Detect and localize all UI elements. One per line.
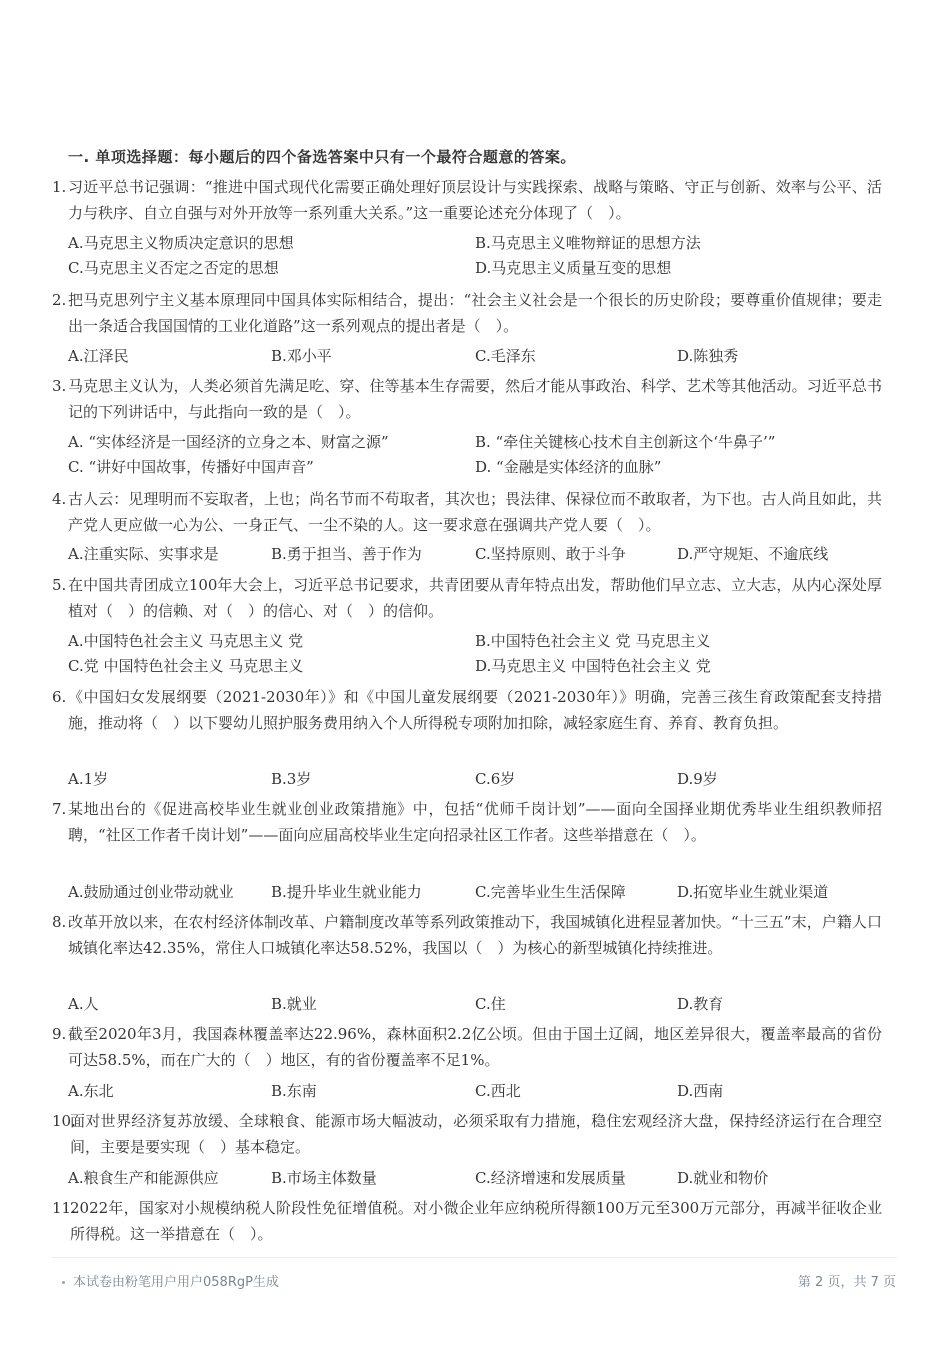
question-4	[52, 486, 882, 538]
option-a[interactable]: A.人	[68, 995, 99, 1013]
question-8	[52, 909, 882, 961]
option-a[interactable]: A.东北	[68, 1082, 114, 1100]
question-stem: 2022年，国家对小规模纳税人阶段性免征增值税。对小微企业年应纳税所得额100万元至300万元部分，再减半征收企业所得税。这一举措意在（ ）。	[70, 1199, 882, 1243]
option-d[interactable]: D.严守规矩、不逾底线	[677, 545, 829, 563]
option-d[interactable]: D.陈独秀	[677, 347, 739, 365]
page-number: 第 2 页，共 7 页	[797, 1275, 896, 1290]
question-5	[52, 572, 882, 624]
question-stem: 《中国妇女发展纲要（2021-2030年）》和《中国儿童发展纲要（2021-2030年）》明确，完善三孩生育政策配套支持措施，推动将（ ）以下婴幼儿照护服务费用纳入个人所得税专项附加扣除，减轻家庭生育、养育、教育负担。	[68, 688, 882, 732]
option-a[interactable]: A.马克思主义物质决定意识的思想	[68, 234, 294, 252]
option-c[interactable]: C.坚持原则、敢于斗争	[475, 545, 626, 563]
question-number: 4.	[52, 490, 67, 508]
option-d[interactable]: D.西南	[677, 1082, 724, 1100]
question-number: 6.	[52, 688, 67, 706]
section-title: 一. 单项选择题：每小题后的四个备选答案中只有一个最符合题意的答案。	[68, 148, 576, 166]
question-7	[52, 796, 882, 848]
question-stem: 改革开放以来，在农村经济体制改革、户籍制度改革等系列政策推动下，我国城镇化进程显著加快。“十三五”末，户籍人口城镇化率达42.35%，常住人口城镇化率达58.52%，我国以（ ）为核心的新型城镇化持续推进。	[68, 913, 882, 957]
option-b[interactable]: B.3岁	[271, 770, 312, 788]
option-b[interactable]: B.提升毕业生就业能力	[271, 883, 422, 901]
question-11	[52, 1195, 882, 1247]
option-d[interactable]: D.就业和物价	[677, 1169, 769, 1187]
question-number: 8.	[52, 913, 67, 931]
question-10	[52, 1108, 882, 1160]
option-d[interactable]: D.马克思主义 中国特色社会主义 党	[475, 657, 711, 675]
footer-credit	[62, 1271, 279, 1290]
question-number: 5.	[52, 576, 67, 594]
option-b[interactable]: B.中国特色社会主义 党 马克思主义	[475, 632, 711, 650]
option-d[interactable]: D.教育	[677, 995, 724, 1013]
question-number: 10.	[52, 1112, 76, 1130]
question-stem: 把马克思列宁主义基本原理同中国具体实际相结合，提出：“社会主义社会是一个很长的历史阶段；要尊重价值规律；要走出一条适合我国国情的工业化道路”这一系列观点的提出者是（ ）。	[68, 291, 882, 335]
option-c[interactable]: C.毛泽东	[475, 347, 536, 365]
question-number: 1.	[52, 178, 67, 196]
option-a[interactable]: A.中国特色社会主义 马克思主义 党	[68, 632, 304, 650]
question-1	[52, 174, 882, 226]
question-stem: 面对世界经济复苏放缓、全球粮食、能源市场大幅波动，必须采取有力措施，稳住宏观经济大盘，保持经济运行在合理空间，主要是要实现（ ）基本稳定。	[70, 1112, 882, 1156]
option-d[interactable]: D.9岁	[677, 770, 718, 788]
option-a[interactable]: A.1岁	[68, 770, 109, 788]
option-b[interactable]: B.就业	[271, 995, 317, 1013]
option-c[interactable]: C.党 中国特色社会主义 马克思主义	[68, 657, 304, 675]
question-stem: 习近平总书记强调：“推进中国式现代化需要正确处理好顶层设计与实践探索、战略与策略、守正与创新、效率与公平、活力与秩序、自立自强与对外开放等一系列重大关系。”这一重要论述充分体现了（ ）。	[68, 178, 882, 222]
option-b[interactable]: B.东南	[271, 1082, 317, 1100]
option-c[interactable]: C.6岁	[475, 770, 516, 788]
option-b[interactable]: B.勇于担当、善于作为	[271, 545, 422, 563]
question-number: 2.	[52, 291, 67, 309]
question-2	[52, 287, 882, 339]
question-number: 11.	[52, 1199, 76, 1217]
option-d[interactable]: D. “金融是实体经济的血脉”	[475, 458, 662, 476]
option-b[interactable]: B.市场主体数量	[271, 1169, 377, 1187]
option-a[interactable]: A.鼓励通过创业带动就业	[68, 883, 234, 901]
footer-divider	[52, 1257, 897, 1258]
question-stem: 截至2020年3月，我国森林覆盖率达22.96%，森林面积2.2亿公顷。但由于国土辽阔，地区差异很大，覆盖率最高的省份可达58.5%，而在广大的（ ）地区，有的省份覆盖率不足1%。	[68, 1025, 882, 1069]
question-stem: 马克思主义认为，人类必须首先满足吃、穿、住等基本生存需要，然后才能从事政治、科学、艺术等其他活动。习近平总书记的下列讲话中，与此指向一致的是（ ）。	[68, 377, 882, 421]
option-a[interactable]: A.粮食生产和能源供应	[68, 1169, 219, 1187]
option-d[interactable]: D.拓宽毕业生就业渠道	[677, 883, 829, 901]
option-c[interactable]: C.住	[475, 995, 506, 1013]
question-stem: 某地出台的《促进高校毕业生就业创业政策措施》中，包括“优师千岗计划”——面向全国择业期优秀毕业生组织教师招聘，“社区工作者千岗计划”——面向应届高校毕业生定向招录社区工作者。这些举措意在（ ）。	[68, 800, 882, 844]
question-number: 9.	[52, 1025, 67, 1043]
question-6	[52, 684, 882, 736]
option-c[interactable]: C.完善毕业生生活保障	[475, 883, 626, 901]
option-d[interactable]: D.马克思主义质量互变的思想	[475, 259, 672, 277]
question-9	[52, 1021, 882, 1073]
footer-credit-text: 本试卷由粉笔用户用户058RgP生成	[73, 1275, 279, 1290]
option-c[interactable]: C.经济增速和发展质量	[475, 1169, 626, 1187]
question-stem: 古人云：见理明而不妄取者，上也；尚名节而不苟取者，其次也；畏法律、保禄位而不敢取者，为下也。古人尚且如此，共产党人更应做一心为公、一身正气、一尘不染的人。这一要求意在强调共产党人要（ ）。	[68, 490, 882, 534]
option-c[interactable]: C. “讲好中国故事，传播好中国声音”	[68, 458, 314, 476]
question-3	[52, 373, 882, 425]
option-b[interactable]: B. “牵住关键核心技术自主创新这个‘牛鼻子’”	[475, 433, 776, 451]
option-a[interactable]: A.江泽民	[68, 347, 129, 365]
question-stem: 在中国共青团成立100年大会上，习近平总书记要求，共青团要从青年特点出发，帮助他们早立志、立大志，从内心深处厚植对（ ）的信赖、对（ ）的信心、对（ ）的信仰。	[68, 576, 882, 620]
option-b[interactable]: B.邓小平	[271, 347, 332, 365]
question-number: 3.	[52, 377, 67, 395]
option-a[interactable]: A. “实体经济是一国经济的立身之本、财富之源”	[68, 433, 389, 451]
option-a[interactable]: A.注重实际、实事求是	[68, 545, 219, 563]
option-b[interactable]: B.马克思主义唯物辩证的思想方法	[475, 234, 701, 252]
option-c[interactable]: C.马克思主义否定之否定的思想	[68, 259, 279, 277]
bullet-dot-icon	[62, 1281, 65, 1284]
question-number: 7.	[52, 800, 67, 818]
option-c[interactable]: C.西北	[475, 1082, 521, 1100]
